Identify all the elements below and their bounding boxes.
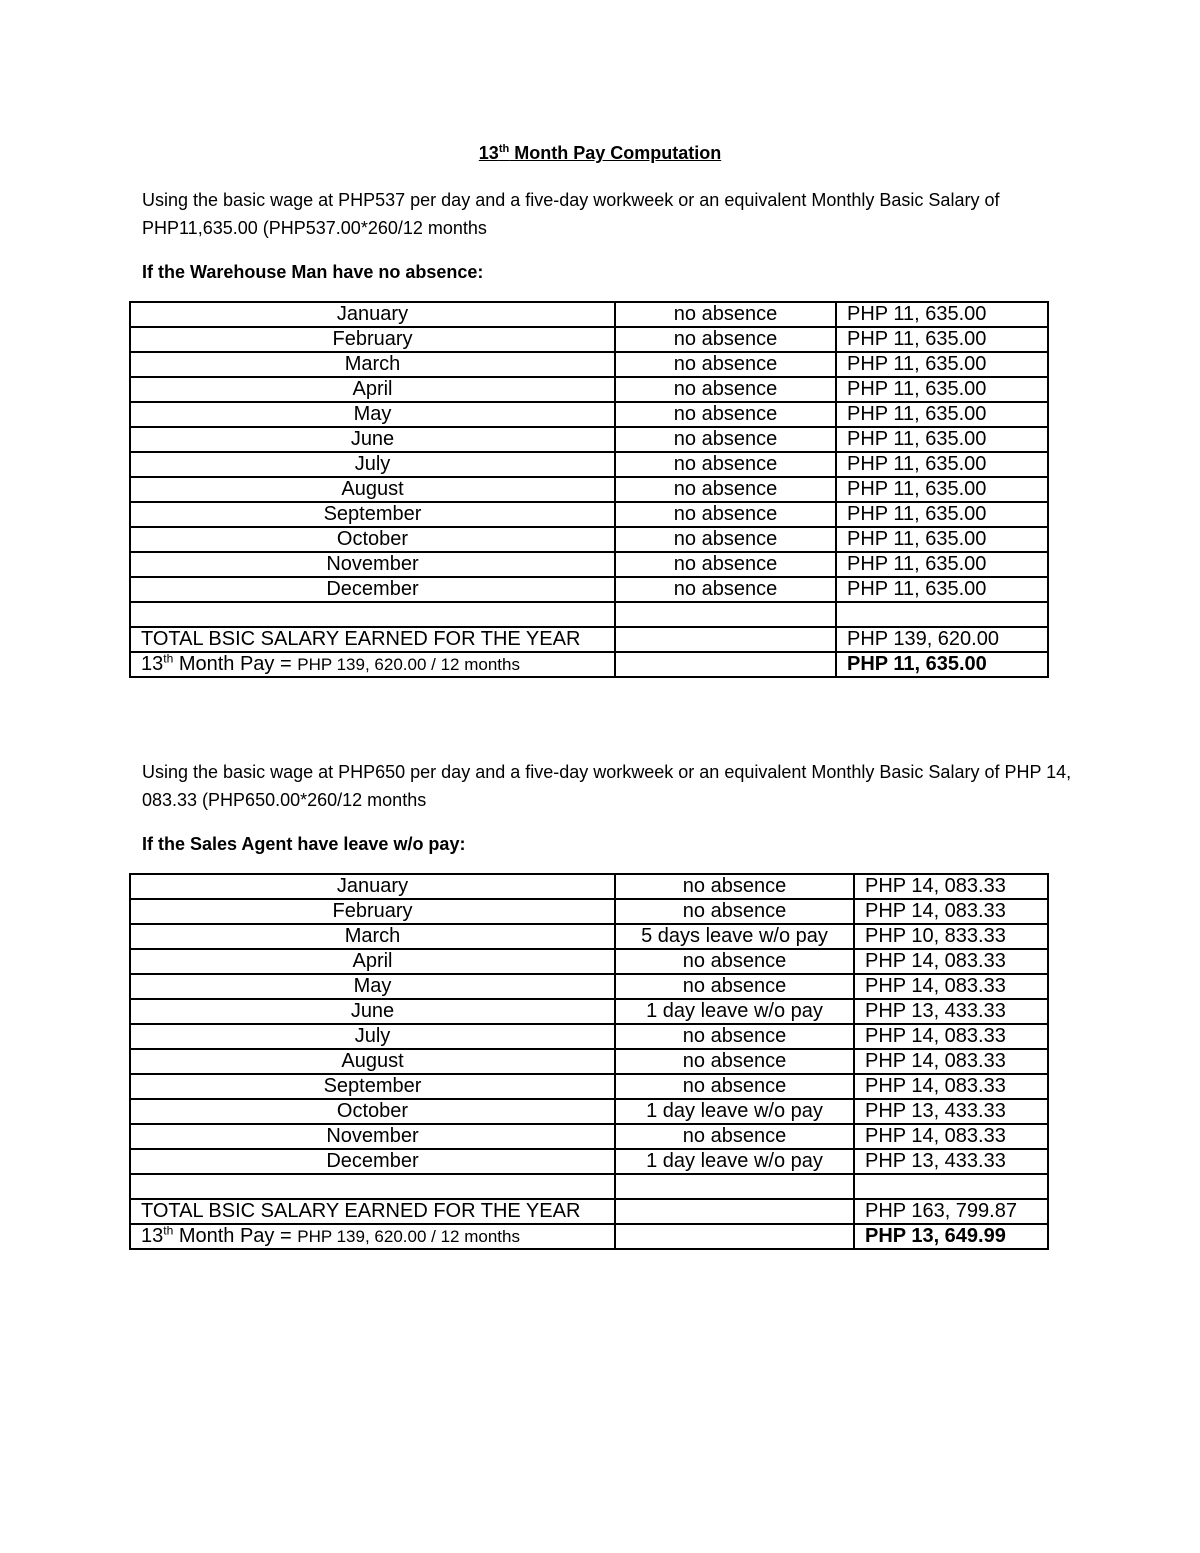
amount-cell: PHP 13, 433.33	[854, 1149, 1048, 1174]
amount-cell: PHP 11, 635.00	[836, 402, 1048, 427]
status-cell: no absence	[615, 377, 836, 402]
month-cell: February	[130, 327, 615, 352]
thirteenth-month-label: 13th Month Pay = PHP 139, 620.00 / 12 months	[130, 1224, 615, 1249]
page-title: 13th Month Pay Computation	[478, 143, 722, 163]
month-cell: October	[130, 527, 615, 552]
total-empty-cell	[615, 627, 836, 652]
month-cell: October	[130, 1099, 615, 1124]
blank-cell	[836, 602, 1048, 627]
section2-heading: If the Sales Agent have leave w/o pay:	[142, 834, 466, 854]
amount-cell: PHP 14, 083.33	[854, 1074, 1048, 1099]
amount-cell: PHP 11, 635.00	[836, 577, 1048, 602]
amount-cell: PHP 14, 083.33	[854, 949, 1048, 974]
table-row	[130, 1024, 1048, 1049]
table-row	[130, 924, 1048, 949]
table-row	[130, 352, 1048, 377]
status-cell: no absence	[615, 552, 836, 577]
blank-cell	[130, 1174, 615, 1199]
table-row	[130, 477, 1048, 502]
table-row	[130, 874, 1048, 899]
month-cell: March	[130, 924, 615, 949]
section1-intro: Using the basic wage at PHP537 per day and a five-day workweek or an equivalent Monthly Basic Salary of PHP11,635.00 (PHP537.00*260/12 months	[142, 190, 1000, 238]
table-row	[130, 949, 1048, 974]
table-row	[130, 302, 1048, 327]
status-cell: no absence	[615, 452, 836, 477]
month-cell: April	[130, 377, 615, 402]
month-cell: November	[130, 552, 615, 577]
amount-cell: PHP 11, 635.00	[836, 502, 1048, 527]
section1-heading: If the Warehouse Man have no absence:	[142, 262, 484, 282]
status-cell: no absence	[615, 899, 854, 924]
blank-row	[130, 602, 1048, 627]
month-cell: December	[130, 577, 615, 602]
thirteenth-month-row	[130, 652, 1048, 677]
month-cell: June	[130, 427, 615, 452]
thirteenth-empty-cell	[615, 652, 836, 677]
amount-cell: PHP 11, 635.00	[836, 552, 1048, 577]
blank-cell	[615, 602, 836, 627]
total-row	[130, 627, 1048, 652]
section2-intro: Using the basic wage at PHP650 per day and a five-day workweek or an equivalent Monthly Basic Salary of PHP 14, 083.33 (PHP650.00*260/12 months	[142, 762, 1072, 810]
total-label: TOTAL BSIC SALARY EARNED FOR THE YEAR	[130, 627, 615, 652]
month-cell: August	[130, 1049, 615, 1074]
table-row	[130, 1099, 1048, 1124]
amount-cell: PHP 11, 635.00	[836, 377, 1048, 402]
amount-cell: PHP 11, 635.00	[836, 452, 1048, 477]
month-cell: January	[130, 302, 615, 327]
thirteenth-month-row	[130, 1224, 1048, 1249]
amount-cell: PHP 11, 635.00	[836, 352, 1048, 377]
total-amount: PHP 139, 620.00	[836, 627, 1048, 652]
status-cell: 5 days leave w/o pay	[615, 924, 854, 949]
amount-cell: PHP 11, 635.00	[836, 477, 1048, 502]
total-label: TOTAL BSIC SALARY EARNED FOR THE YEAR	[130, 1199, 615, 1224]
amount-cell: PHP 11, 635.00	[836, 427, 1048, 452]
status-cell: 1 day leave w/o pay	[615, 1099, 854, 1124]
table-row	[130, 1124, 1048, 1149]
status-cell: no absence	[615, 577, 836, 602]
amount-cell: PHP 11, 635.00	[836, 302, 1048, 327]
blank-row	[130, 1174, 1048, 1199]
table-row	[130, 1074, 1048, 1099]
status-cell: no absence	[615, 477, 836, 502]
month-cell: May	[130, 402, 615, 427]
thirteenth-month-amount: PHP 13, 649.99	[854, 1224, 1048, 1249]
table-row	[130, 577, 1048, 602]
status-cell: no absence	[615, 1024, 854, 1049]
amount-cell: PHP 14, 083.33	[854, 974, 1048, 999]
month-cell: December	[130, 1149, 615, 1174]
status-cell: no absence	[615, 527, 836, 552]
thirteenth-month-amount: PHP 11, 635.00	[836, 652, 1048, 677]
month-cell: July	[130, 452, 615, 477]
table-row	[130, 1149, 1048, 1174]
total-amount: PHP 163, 799.87	[854, 1199, 1048, 1224]
status-cell: no absence	[615, 352, 836, 377]
month-cell: November	[130, 1124, 615, 1149]
amount-cell: PHP 14, 083.33	[854, 899, 1048, 924]
total-row	[130, 1199, 1048, 1224]
status-cell: no absence	[615, 502, 836, 527]
table-row	[130, 527, 1048, 552]
amount-cell: PHP 14, 083.33	[854, 1049, 1048, 1074]
amount-cell: PHP 14, 083.33	[854, 1124, 1048, 1149]
amount-cell: PHP 11, 635.00	[836, 327, 1048, 352]
status-cell: no absence	[615, 427, 836, 452]
month-cell: May	[130, 974, 615, 999]
table-row	[130, 452, 1048, 477]
amount-cell: PHP 11, 635.00	[836, 527, 1048, 552]
table-row	[130, 427, 1048, 452]
amount-cell: PHP 14, 083.33	[854, 874, 1048, 899]
sales-agent-table	[129, 873, 1049, 1250]
warehouse-man-table	[129, 301, 1049, 678]
table-row	[130, 502, 1048, 527]
table-row	[130, 999, 1048, 1024]
status-cell: no absence	[615, 327, 836, 352]
status-cell: no absence	[615, 1124, 854, 1149]
amount-cell: PHP 13, 433.33	[854, 999, 1048, 1024]
status-cell: 1 day leave w/o pay	[615, 999, 854, 1024]
status-cell: no absence	[615, 302, 836, 327]
status-cell: no absence	[615, 1074, 854, 1099]
table-row	[130, 974, 1048, 999]
blank-cell	[130, 602, 615, 627]
amount-cell: PHP 10, 833.33	[854, 924, 1048, 949]
status-cell: 1 day leave w/o pay	[615, 1149, 854, 1174]
table-row	[130, 402, 1048, 427]
status-cell: no absence	[615, 949, 854, 974]
month-cell: February	[130, 899, 615, 924]
blank-cell	[615, 1174, 854, 1199]
table-row	[130, 377, 1048, 402]
amount-cell: PHP 14, 083.33	[854, 1024, 1048, 1049]
month-cell: September	[130, 1074, 615, 1099]
status-cell: no absence	[615, 874, 854, 899]
month-cell: July	[130, 1024, 615, 1049]
table-row	[130, 552, 1048, 577]
month-cell: January	[130, 874, 615, 899]
blank-cell	[854, 1174, 1048, 1199]
month-cell: April	[130, 949, 615, 974]
thirteenth-empty-cell	[615, 1224, 854, 1249]
table-row	[130, 1049, 1048, 1074]
month-cell: September	[130, 502, 615, 527]
status-cell: no absence	[615, 974, 854, 999]
month-cell: March	[130, 352, 615, 377]
status-cell: no absence	[615, 1049, 854, 1074]
total-empty-cell	[615, 1199, 854, 1224]
month-cell: June	[130, 999, 615, 1024]
amount-cell: PHP 13, 433.33	[854, 1099, 1048, 1124]
month-cell: August	[130, 477, 615, 502]
thirteenth-month-label: 13th Month Pay = PHP 139, 620.00 / 12 months	[130, 652, 615, 677]
status-cell: no absence	[615, 402, 836, 427]
table-row	[130, 899, 1048, 924]
table-row	[130, 327, 1048, 352]
